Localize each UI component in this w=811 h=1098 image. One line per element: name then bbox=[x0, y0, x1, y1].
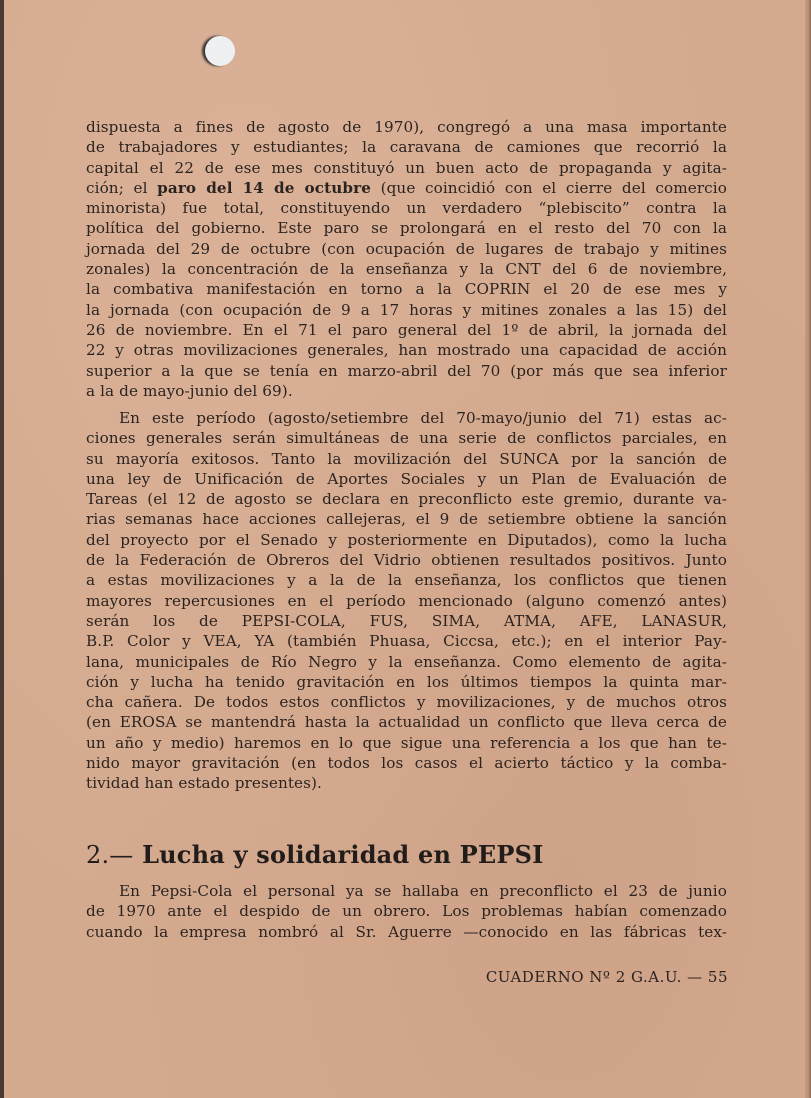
text-line: 22 y otras movilizaciones generales, han mostrado una capacidad de acción bbox=[86, 341, 727, 360]
section-title: Lucha y solidaridad en PEPSI bbox=[142, 840, 544, 869]
page-edge-right bbox=[805, 0, 811, 1098]
text-line: serán los de PEPSI-COLA, FUS, SIMA, ATMA, AFE, LANASUR, bbox=[86, 611, 727, 630]
text-line: de 1970 ante el despido de un obrero. Los problemas habían comenzado bbox=[86, 902, 727, 921]
text-line: mayores repercusiones en el período mencionado (alguno comenzó antes) bbox=[86, 591, 727, 610]
section-number: 2.— bbox=[86, 841, 134, 869]
text-line: dispuesta a fines de agosto de 1970), congregó a una masa importante bbox=[86, 118, 727, 136]
section-heading bbox=[86, 840, 544, 869]
text-line: un año y medio) haremos en lo que sigue una referencia a los que han te- bbox=[86, 733, 727, 752]
text-segment: ción; el bbox=[86, 178, 158, 197]
text-line bbox=[86, 178, 727, 198]
text-line: la jornada (con ocupación de 9 a 17 horas y mitines zonales a las 15) del bbox=[86, 300, 727, 319]
text-line: del proyecto por el Senado y posteriormente en Diputados), como la lucha bbox=[86, 530, 727, 549]
text-line: a estas movilizaciones y a la de la enseñanza, los conflictos que tienen bbox=[86, 571, 727, 590]
text-line: su mayoría exitosos. Tanto la movilización del SUNCA por la sanción de bbox=[86, 449, 727, 468]
text-line: lana, municipales de Río Negro y la enseñanza. Como elemento de agita- bbox=[86, 652, 727, 671]
text-line: de la Federación de Obreros del Vidrio obtienen resultados positivos. Junto bbox=[86, 551, 727, 570]
text-line: zonales) la concentración de la enseñanza y la CNT del 6 de noviembre, bbox=[86, 260, 727, 279]
paragraph-1 bbox=[86, 117, 727, 401]
text-line: capital el 22 de ese mes constituyó un buen acto de propaganda y agita- bbox=[86, 158, 727, 177]
text-segment: (que coincidió con el cierre del comercio bbox=[370, 178, 727, 197]
text-line: a la de mayo-junio del 69). bbox=[86, 381, 293, 400]
text-line: ciones generales serán simultáneas de una serie de conflictos parciales, en bbox=[86, 429, 727, 448]
page-edge-left bbox=[0, 0, 4, 1098]
text-line: minorista) fue total, constituyendo un verdadero “plebiscito” contra la bbox=[86, 199, 727, 218]
bold-emphasis: paro del 14 de octubre bbox=[157, 178, 371, 197]
text-line: En Pepsi-Cola el personal ya se hallaba en preconflicto el 23 de junio bbox=[119, 882, 727, 900]
text-line: Tareas (el 12 de agosto se declara en preconflicto este gremio, durante va- bbox=[86, 490, 727, 509]
text-line: nido mayor gravitación (en todos los casos el acierto táctico y la comba- bbox=[86, 754, 727, 773]
text-line: la combativa manifestación en torno a la COPRIN el 20 de ese mes y bbox=[86, 280, 727, 299]
text-line: una ley de Unificación de Aportes Sociales y un Plan de Evaluación de bbox=[86, 469, 727, 488]
paragraph-3 bbox=[86, 881, 727, 942]
text-line: 26 de noviembre. En el 71 el paro general del 1º de abril, la jornada del bbox=[86, 320, 727, 339]
text-line: jornada del 29 de octubre (con ocupación de lugares de trabajo y mitines bbox=[86, 239, 727, 258]
text-line: cha cañera. De todos estos conflictos y movilizaciones, y de muchos otros bbox=[86, 693, 727, 712]
text-line: ción y lucha ha tenido gravitación en los últimos tiempos la quinta mar- bbox=[86, 672, 727, 691]
text-line: (en EROSA se mantendrá hasta la actualidad un conflicto que lleva cerca de bbox=[86, 713, 727, 732]
punch-hole bbox=[205, 36, 235, 66]
text-line: cuando la empresa nombró al Sr. Aguerre —conocido en las fábricas tex- bbox=[86, 922, 727, 941]
text-line: política del gobierno. Este paro se prolongará en el resto del 70 con la bbox=[86, 219, 727, 238]
text-line: rias semanas hace acciones callejeras, el 9 de setiembre obtiene la sanción bbox=[86, 510, 727, 529]
text-line: En este período (agosto/setiembre del 70-mayo/junio del 71) estas ac- bbox=[119, 409, 727, 427]
text-line: superior a la que se tenía en marzo-abril del 70 (por más que sea inferior bbox=[86, 361, 727, 380]
paragraph-2 bbox=[86, 408, 727, 794]
text-line: tividad han estado presentes). bbox=[86, 774, 322, 793]
text-line: B.P. Color y VEA, YA (también Phuasa, Ciccsa, etc.); en el interior Pay- bbox=[86, 632, 727, 651]
text-line: de trabajadores y estudiantes; la caravana de camiones que recorrió la bbox=[86, 138, 727, 157]
page-footer: CUADERNO Nº 2 G.A.U. — 55 bbox=[485, 968, 728, 986]
